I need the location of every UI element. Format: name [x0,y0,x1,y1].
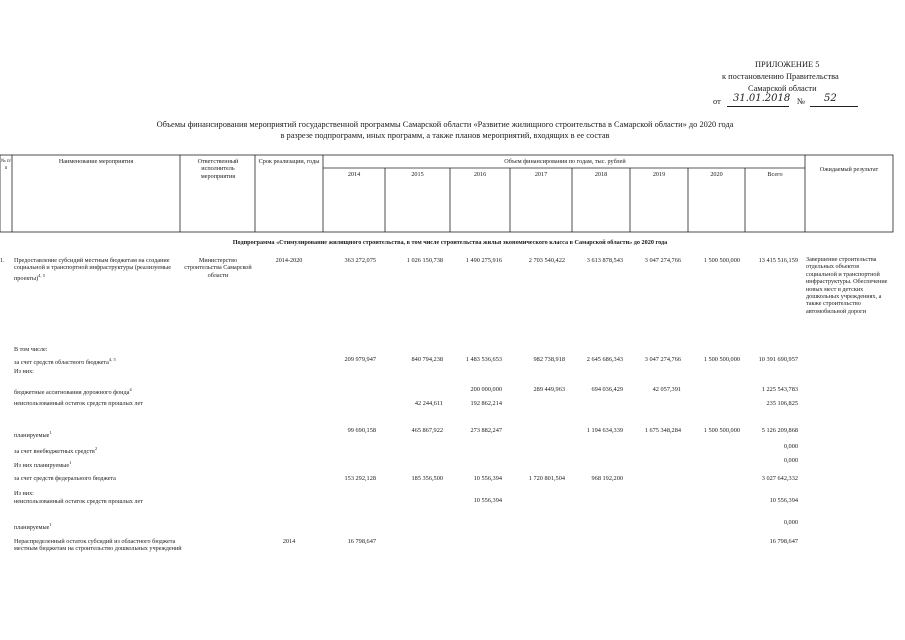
value-regional-budget-2017: 982 738,918 [533,356,565,363]
value-road-fund-2019: 42 057,391 [652,386,681,393]
row-label-planned-2-footnote: 1 [49,522,52,527]
row-label-planned-1-text: планируемые [14,432,50,440]
value-regional-budget-2016: 1 483 536,653 [465,356,502,363]
value-planned-1-total: 5 126 209,868 [761,427,798,434]
header-year-2016: 2016 [473,171,487,178]
row1-number: 1. [0,257,5,264]
header-name: Наименование мероприятия [58,158,134,165]
row1-expected-result: Завершение строительства отдельных объектов социальной и транспортной инфраструктуры. Обеспечение новых мест в детских дошкольных учреждениях, а также строительство автомобильной дороги [806,256,888,315]
value-regional-budget-total: 10 391 690,957 [758,356,798,363]
value-regional-budget-2014: 209 979,947 [344,356,376,363]
value-road-fund-total: 1 225 543,783 [761,386,798,393]
value-extrabudgetary-total: 0,000 [783,443,798,450]
value-row1-2018: 3 613 878,543 [586,257,623,264]
value-federal-budget-2018: 968 192,200 [591,475,623,482]
document-title-line-1: Объемы финансирования мероприятий государственной программы Самарской области «Развитие жилищного строительства в Самарской области» до 2020 года [156,120,734,129]
value-planned-1-2019: 1 675 348,284 [644,427,681,434]
row-label-planned-1 [14,429,52,439]
row-label-of-them-2: Из них: [14,490,34,497]
row-unallocated-period: 2014 [282,538,296,545]
header-year-2017: 2017 [534,171,548,178]
header-year-2020: 2020 [710,171,723,178]
row-label-planned-1-footnote: 1 [49,430,52,435]
header-year-total: Всего [767,171,783,178]
annex-line-1: к постановлению Правительства [722,72,839,81]
value-unused-remainder-1-2016: 192 862,214 [470,400,502,407]
value-of-them-planned-total: 0,000 [783,457,798,464]
row-label-planned-2-text: планируемые [14,524,50,532]
value-row1-total: 13 415 516,159 [758,257,798,264]
value-road-fund-2018: 694 036,429 [591,386,623,393]
row-label-regional-budget [14,356,180,366]
subprogram-heading: Подпрограмма «Стимулирование жилищного строительства, в том числе строительства жилья экономического класса в Самарской области» до 2020 года [232,239,668,246]
header-funding: Объем финансирования по годам, тыс. рублей [504,158,626,165]
header-year-2015: 2015 [411,171,424,178]
value-federal-budget-2017: 1 720 801,504 [528,475,565,482]
row-label-extrabudgetary-text: за счет внебюджетных средств [14,448,95,456]
header-year-2014: 2014 [347,171,361,178]
value-regional-budget-2015: 840 794,238 [411,356,443,363]
value-planned-2-total: 0,000 [783,519,798,526]
row-label-of-them-planned-footnote: 1 [69,460,72,465]
value-unused-remainder-2-total: 10 556,394 [769,497,798,504]
value-row1-2017: 2 703 540,422 [528,257,565,264]
header-result: Ожидаемый результат [819,166,879,173]
value-unused-remainder-1-total: 235 106,825 [766,400,798,407]
annex-title: ПРИЛОЖЕНИЕ 5 [755,60,820,69]
row1-responsible: Министерство строительства Самарской области [184,257,252,279]
row1-period: 2014-2020 [275,257,303,264]
value-planned-1-2015: 465 867,922 [411,427,443,434]
value-unused-remainder-1-2015: 42 244,611 [414,400,443,407]
value-row1-2020: 1 500 500,000 [703,257,740,264]
row-label-regional-budget-text: за счет средств областного бюджета [14,359,109,367]
annex-date-value: 31.01.2018 [733,93,791,104]
annex-line-2: Самарской области [748,84,817,93]
value-federal-budget-2014: 153 292,128 [344,475,376,482]
row-label-road-fund-footnote: 4 [129,387,132,392]
value-regional-budget-2019: 3 047 274,766 [644,356,681,363]
row-label-extrabudgetary-footnote: 2 [94,446,98,451]
header-number: № п/п [0,159,12,172]
value-row1-2016: 1 490 275,916 [465,257,502,264]
row-label-road-fund-text: бюджетные ассигнования дорожного фонда [14,389,130,397]
row-label-federal-budget: за счет средств федерального бюджета [14,475,116,482]
value-federal-budget-total: 3 027 642,332 [761,475,798,482]
row-label-regional-budget-footnote: 4, 5 [108,357,116,362]
value-federal-budget-2015: 185 356,500 [411,475,443,482]
value-planned-1-2016: 273 882,247 [470,427,502,434]
value-road-fund-2016: 200 000,000 [470,386,502,393]
document-title-line-2: в разрезе подпрограмм, иных программ, а также планов мероприятий, входящих в ее состав [280,131,610,140]
row-label-of-them-planned-text: Из них планируемые [14,462,70,470]
row-label-unused-remainder-1: неиспользованный остаток средств прошлых лет [14,400,143,407]
row-label-planned-2 [14,521,52,531]
row-label-of-them-1: Из них: [14,368,34,375]
value-row1-2015: 1 026 150,738 [406,257,443,264]
annex-number-prefix: № [797,97,805,106]
row1-name-text: Предоставление субсидий местным бюджетам на создание социальной и транспортной инфраструктуры (реализуемые проекты) [14,257,171,282]
row-label-of-them-planned [14,459,71,469]
value-planned-1-2018: 1 194 634,339 [586,427,623,434]
header-year-2018: 2018 [594,171,608,178]
row-label-unused-remainder-2: неиспользованный остаток средств прошлых лет [14,498,143,505]
header-period: Срок реализации, годы [258,158,320,165]
annex-number-value: 52 [824,93,837,104]
row-label-in-total: В том числе: [14,346,48,353]
header-responsible: Ответственный исполнитель мероприятия [197,158,239,180]
value-regional-budget-2020: 1 500 500,000 [703,356,740,363]
value-planned-1-2014: 99 690,158 [347,427,376,434]
row-label-road-fund [14,386,180,396]
row1-name-footnote: 4, 5 [38,272,46,278]
value-unused-remainder-2-2016: 10 556,394 [473,497,502,504]
value-planned-1-2020: 1 500 500,000 [703,427,740,434]
header-year-2019: 2019 [652,171,666,178]
value-unallocated-remainder-total: 16 798,647 [769,538,798,545]
row1-name [14,257,180,282]
value-row1-2019: 3 047 274,766 [644,257,681,264]
value-row1-2014: 363 272,075 [344,257,376,264]
annex-date-prefix: от [713,97,721,106]
value-road-fund-2017: 289 449,963 [533,386,565,393]
row-label-unallocated-remainder: Нераспределенный остаток субсидий из областного бюджета местным бюджетам на строительство дошкольных учреждений [14,538,182,553]
value-regional-budget-2018: 2 645 686,343 [586,356,623,363]
row-label-extrabudgetary [14,445,97,455]
value-unallocated-remainder-2014: 16 798,647 [347,538,376,545]
value-federal-budget-2016: 10 556,394 [473,475,502,482]
